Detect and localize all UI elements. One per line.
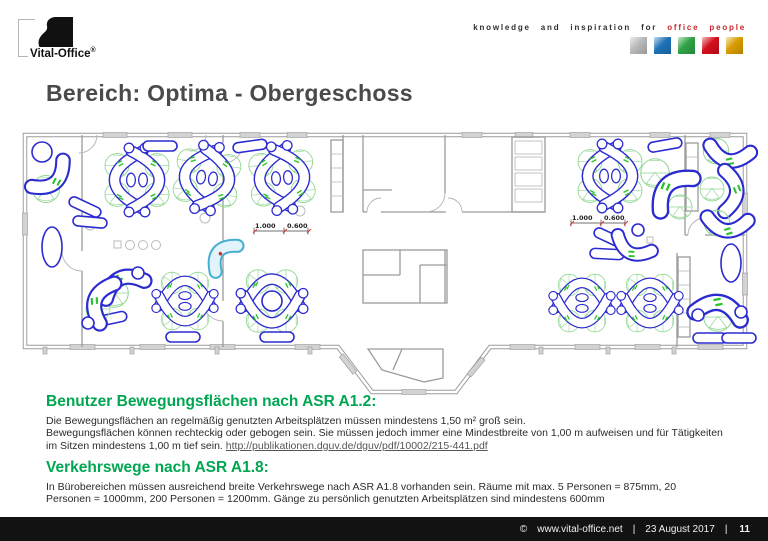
body-line: Personen = 1000mm, 200 Personen = 1200mm. Gänge zu persönlich genutzten Arbeitsplätzen sind mindestens 600mm bbox=[46, 493, 605, 506]
section-heading: Benutzer Bewegungsflächen nach ASR A1.2: bbox=[46, 393, 377, 410]
dimension-label bbox=[570, 214, 628, 227]
floor-plan bbox=[10, 123, 760, 395]
footer-separator: | bbox=[724, 523, 728, 535]
body-line bbox=[46, 440, 746, 452]
copyright-symbol: © bbox=[519, 523, 528, 535]
footer-date: 23 August 2017 bbox=[645, 523, 715, 535]
brand-square bbox=[726, 37, 743, 54]
registered-mark: ® bbox=[90, 47, 96, 54]
page-title: Bereich: Optima - Obergeschoss bbox=[46, 80, 413, 106]
footer-separator: | bbox=[632, 523, 636, 535]
dim-value: 0.600 bbox=[604, 214, 625, 222]
dim-value: 1.000 bbox=[572, 214, 593, 222]
page-number: 11 bbox=[739, 523, 750, 535]
brand-squares bbox=[630, 37, 743, 54]
brand-square bbox=[702, 37, 719, 54]
brand-square bbox=[678, 37, 695, 54]
tagline-highlight: office people bbox=[667, 23, 746, 32]
brand-square bbox=[630, 37, 647, 54]
dim-value: 1.000 bbox=[255, 222, 276, 230]
brand-logo bbox=[18, 17, 128, 62]
section-heading: Verkehrswege nach ASR A1.8: bbox=[46, 459, 269, 476]
body-line: Bewegungsflächen können rechteckig oder gebogen sein. Sie müssen jedoch immer eine Mindestbreite von 1,00 m aufweisen und für Tätigkeiten bbox=[46, 427, 723, 440]
dim-value: 0.600 bbox=[287, 222, 308, 230]
body-line-text: im Sitzen mindestens 1,00 m tief sein. bbox=[46, 439, 223, 452]
tagline-prefix: knowledge and inspiration for bbox=[473, 23, 658, 32]
footer-site: www.vital-office.net bbox=[537, 523, 623, 535]
brand-text: Vital-Office bbox=[30, 47, 91, 60]
tagline bbox=[473, 23, 746, 32]
section-bewegungsflaechen bbox=[46, 393, 746, 452]
dimension-label bbox=[253, 222, 311, 235]
body-line: In Bürobereichen müssen ausreichend breite Verkehrswege nach ASR A1.8 vorhanden sein. Räume mit max. 5 Personen = 875mm, 20 bbox=[46, 481, 677, 493]
footer-bar bbox=[0, 517, 768, 541]
walls bbox=[23, 133, 748, 395]
brand-name bbox=[28, 47, 98, 60]
section-verkehrswege bbox=[46, 459, 746, 506]
dguv-pdf-link[interactable]: http://publikationen.dguv.de/dguv/pdf/10002/215-441.pdf bbox=[225, 439, 488, 452]
brand-square bbox=[654, 37, 671, 54]
body-line: Die Bewegungsflächen an regelmäßig genutzten Arbeitsplätzen müssen mindestens 1,50 m² groß sein. bbox=[46, 415, 526, 427]
